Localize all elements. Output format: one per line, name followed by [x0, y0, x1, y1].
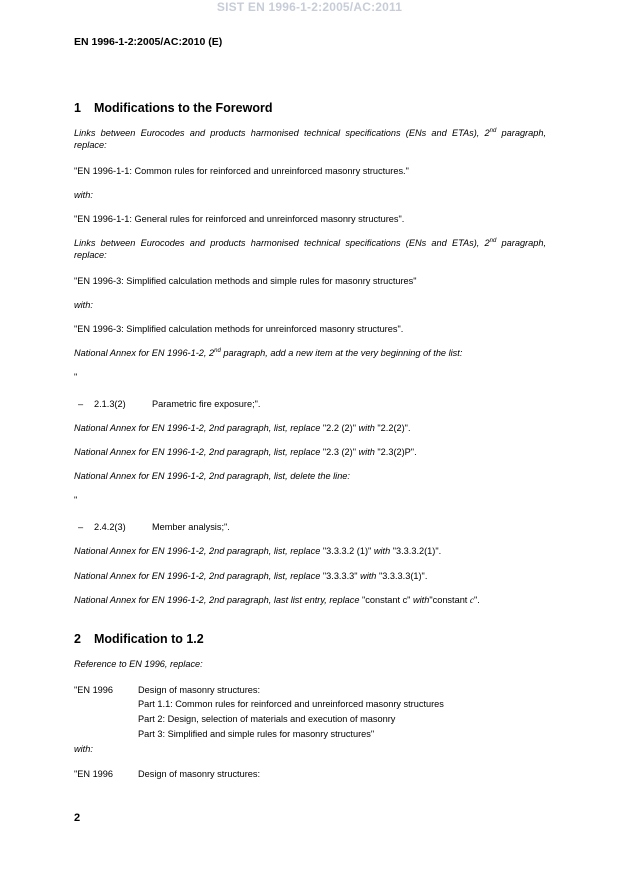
quote-new-2: "EN 1996-3: Simplified calculation methods for unreinforced masonry structures". — [74, 324, 404, 334]
quote-old-1: "EN 1996-1-1: Common rules for reinforced and unreinforced masonry structures." — [74, 166, 409, 176]
with-text: with — [371, 546, 393, 556]
new-reference-line: Design of masonry structures: — [138, 769, 261, 779]
section-2-title: Modification to 1.2 — [94, 632, 204, 646]
new-value: "constant — [429, 595, 470, 605]
new-reference-block — [74, 768, 260, 780]
instruction-national-annex-7 — [74, 594, 480, 606]
old-value: "2.3 (2)" — [322, 447, 356, 457]
with-label-1: with: — [74, 190, 93, 200]
item-code: 2.1.3(2) — [94, 399, 126, 409]
page-number: 2 — [74, 812, 81, 824]
instruction-text: paragraph, add a new item at the very beginning of the list: — [220, 348, 463, 358]
section-1-number: 1 — [74, 101, 81, 115]
section-2-number: 2 — [74, 632, 81, 646]
with-label-3: with: — [74, 744, 93, 754]
reference-instruction: Reference to EN 1996, replace: — [74, 659, 203, 669]
old-reference-line: Part 3: Simplified and simple rules for masonry structures" — [138, 729, 375, 739]
watermark-header: SIST EN 1996-1-2:2005/AC:2011 — [216, 0, 403, 14]
new-value: "2.2(2)". — [377, 423, 411, 433]
quote-old-2: "EN 1996-3: Simplified calculation methods and simple rules for masonry structures" — [74, 276, 417, 286]
old-value: "3.3.3.3" — [322, 571, 358, 581]
old-value: "2.2 (2)" — [322, 423, 356, 433]
old-value: "constant c" — [362, 595, 411, 605]
superscript: nd — [489, 238, 497, 244]
instruction-text: National Annex for EN 1996-1-2, 2nd paragraph, list, replace — [74, 423, 323, 433]
with-text: with — [355, 423, 378, 433]
instruction-text: Links between Eurocodes and products harmonised technical specifications (ENs and ETAs), 2 — [74, 128, 490, 138]
opening-quote-1: " — [74, 372, 78, 382]
instruction-links-2 — [74, 237, 546, 261]
dash: – — [78, 522, 84, 532]
section-1-title: Modifications to the Foreword — [94, 101, 273, 115]
new-reference-label: "EN 1996 — [74, 769, 114, 779]
with-label-2: with: — [74, 300, 93, 310]
quote-new-1: "EN 1996-1-1: General rules for reinforced and unreinforced masonry structures". — [74, 214, 405, 224]
variable-c: c — [469, 595, 474, 605]
list-item-2 — [78, 521, 230, 533]
item-text: Parametric fire exposure;". — [152, 399, 261, 409]
with-text: with — [357, 571, 379, 581]
new-value: "2.3(2)P". — [377, 447, 417, 457]
old-reference-line: Part 2: Design, selection of materials and execution of masonry — [138, 714, 396, 724]
old-reference-line: Part 1.1: Common rules for reinforced and unreinforced masonry structures — [138, 699, 444, 709]
superscript: nd — [214, 348, 221, 354]
instruction-text: Links between Eurocodes and products harmonised technical specifications (ENs and ETAs), 2 — [74, 238, 490, 248]
list-item-1 — [78, 398, 260, 410]
section-2-heading — [74, 632, 204, 646]
instruction-links-1 — [74, 127, 546, 151]
instruction-text: paragraph, replace: — [74, 128, 546, 150]
instruction-text: National Annex for EN 1996-1-2, 2nd paragraph, list, replace — [74, 546, 323, 556]
old-reference-label: "EN 1996 — [74, 685, 114, 695]
dash: – — [78, 399, 84, 409]
instruction-national-annex-1 — [74, 347, 462, 359]
instruction-text: paragraph, replace: — [74, 238, 546, 260]
instruction-text: National Annex for EN 1996-1-2, 2nd paragraph, list, replace — [74, 571, 323, 581]
item-code: 2.4.2(3) — [94, 522, 126, 532]
old-reference-block — [74, 684, 260, 696]
opening-quote-2: " — [74, 495, 78, 505]
instruction-national-annex-3 — [74, 446, 417, 458]
new-value-end: ". — [473, 595, 480, 605]
instruction-text: National Annex for EN 1996-1-2, 2nd paragraph, last list entry, replace — [74, 595, 363, 605]
instruction-national-annex-5 — [74, 545, 441, 557]
old-value: "3.3.3.2 (1)" — [322, 546, 372, 556]
instruction-text: National Annex for EN 1996-1-2, 2nd paragraph, list, replace — [74, 447, 323, 457]
section-1-heading — [74, 101, 272, 115]
with-text: with — [410, 595, 430, 605]
new-value: "3.3.3.3(1)". — [378, 571, 428, 581]
superscript: nd — [489, 128, 497, 134]
with-text: with — [355, 447, 378, 457]
instruction-national-annex-6 — [74, 570, 427, 582]
instruction-national-annex-4: National Annex for EN 1996-1-2, 2nd paragraph, list, delete the line: — [74, 471, 350, 481]
instruction-text: National Annex for EN 1996-1-2, 2 — [74, 348, 215, 358]
new-value: "3.3.3.2(1)". — [392, 546, 442, 556]
document-id: EN 1996-1-2:2005/AC:2010 (E) — [74, 36, 223, 48]
old-reference-line: Design of masonry structures: — [138, 685, 261, 695]
item-text: Member analysis;". — [152, 522, 230, 532]
instruction-national-annex-2 — [74, 422, 411, 434]
